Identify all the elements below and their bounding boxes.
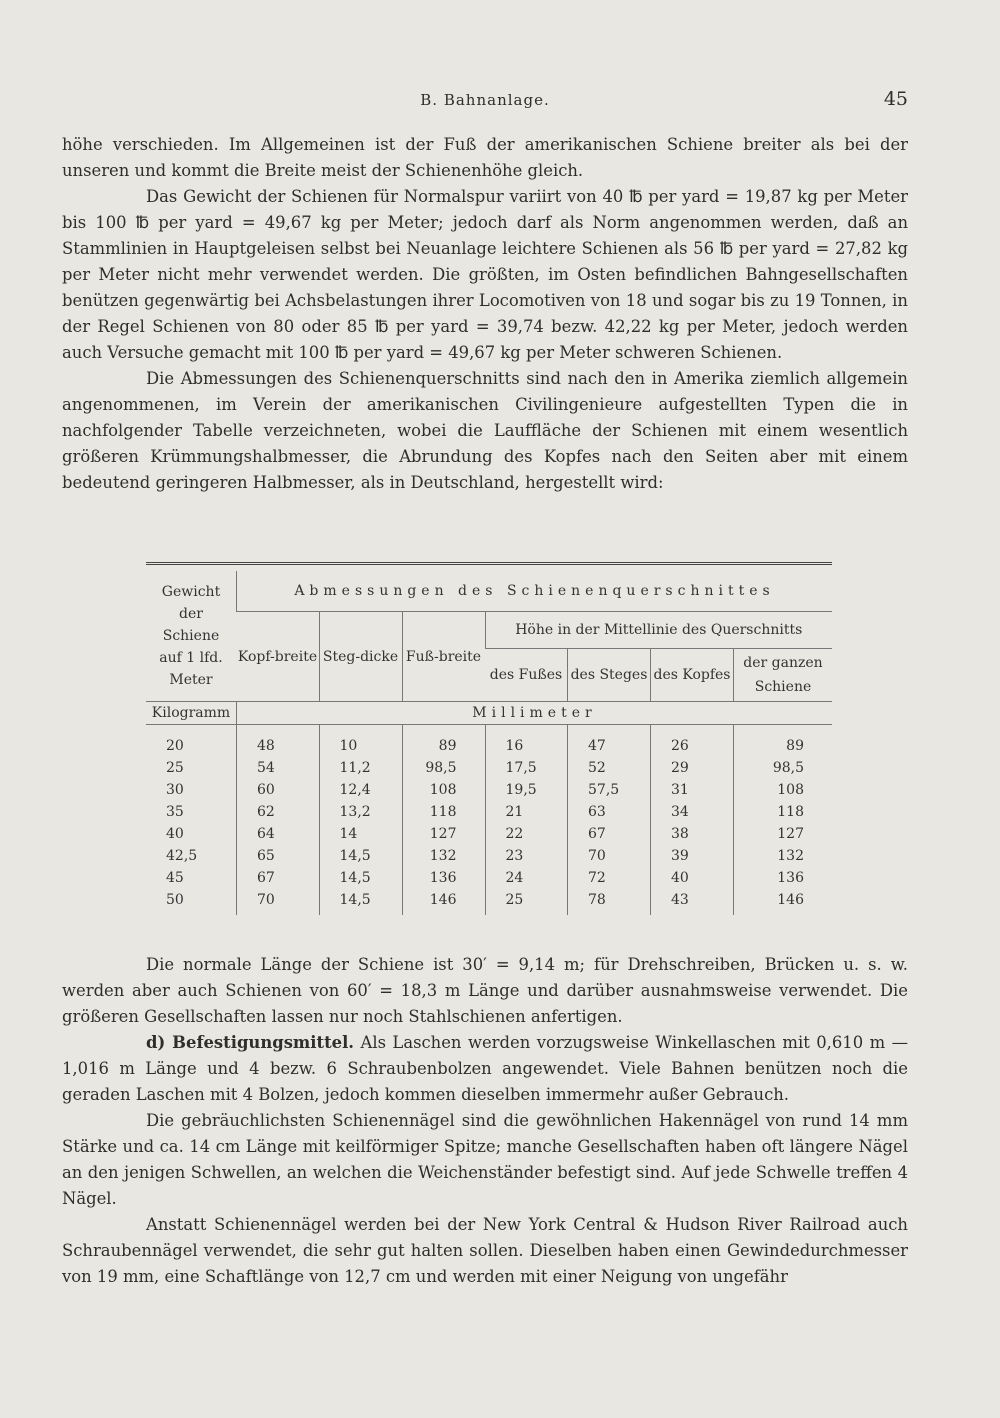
cell-weight: 35: [166, 804, 184, 820]
outro-text: [62, 952, 908, 1290]
head-height-header: des Kopfes: [651, 649, 734, 702]
cell: 60: [237, 779, 320, 801]
cell: 89: [402, 725, 485, 758]
table-top-rule: [146, 562, 832, 571]
table-row: [146, 757, 832, 779]
cell: 146: [402, 889, 485, 915]
cell: 14,5: [319, 867, 402, 889]
cell: 146: [734, 889, 833, 915]
cell: 13,2: [319, 801, 402, 823]
cell: 136: [402, 867, 485, 889]
cell: 54: [237, 757, 320, 779]
cell: 118: [734, 801, 833, 823]
weight-column-header: Gewicht der Schiene auf 1 lfd. Meter: [146, 571, 237, 702]
cell: 25: [485, 889, 568, 915]
cell: 22: [485, 823, 568, 845]
cell: 39: [651, 845, 734, 867]
table-row: [146, 801, 832, 823]
unit-kilogram: Kilogramm: [146, 702, 237, 725]
cell: 16: [485, 725, 568, 758]
cell: 78: [568, 889, 651, 915]
cell: 40: [651, 867, 734, 889]
intro-text: [62, 132, 908, 496]
paragraph: Die gebräuchlichsten Schienennägel sind die gewöhnlichen Hakennägel von rund 14 mm Stärke und ca. 14 cm Länge mit keilförmiger Spitze; manche Gesellschaften haben oft längere Nägel an den jenigen Schwellen, an welchen die Weichenständer befestigt sind. Auf jede Schwelle treffen 4 Nägel.: [62, 1111, 908, 1208]
cell: 98,5: [734, 757, 833, 779]
cell: 26: [651, 725, 734, 758]
cell: 70: [568, 845, 651, 867]
cell: 29: [651, 757, 734, 779]
cell: 67: [568, 823, 651, 845]
foot-width-header: Fuß-breite: [402, 612, 485, 702]
cell-weight: 25: [166, 760, 184, 776]
cell-weight: 45: [166, 870, 184, 886]
paragraph: höhe verschieden. Im Allgemeinen ist der Fuß der amerikanischen Schiene breiter als bei der unseren und kommt die Breite meist der Schienenhöhe gleich.: [62, 135, 908, 180]
cell: 89: [734, 725, 833, 758]
cell: 24: [485, 867, 568, 889]
cell: 65: [237, 845, 320, 867]
cell-weight: 42,5: [166, 848, 198, 864]
cell: 57,5: [568, 779, 651, 801]
cell: 10: [319, 725, 402, 758]
paragraph: Die normale Länge der Schiene ist 30′ = 9,14 m; für Drehschreiben, Brücken u. s. w. werden aber auch Schienen von 60′ = 18,3 m Länge und darüber ausnahmsweise verwendet. Die größeren Gesellschaften lassen nur noch Stahlschienen anfertigen.: [62, 955, 908, 1026]
cell: 127: [734, 823, 833, 845]
cell: 108: [734, 779, 833, 801]
cell: 62: [237, 801, 320, 823]
subsection-heading: d) Befestigungsmittel.: [146, 1033, 355, 1052]
web-thickness-header: Steg-dicke: [319, 612, 402, 702]
cell: 47: [568, 725, 651, 758]
foot-height-header: des Fußes: [485, 649, 568, 702]
table-row: [146, 889, 832, 915]
cell: 132: [734, 845, 833, 867]
cell: 98,5: [402, 757, 485, 779]
rail-dimensions-table: [146, 562, 832, 915]
unit-millimeter: Millimeter: [237, 702, 833, 725]
cell: 12,4: [319, 779, 402, 801]
cell: 63: [568, 801, 651, 823]
cell: 21: [485, 801, 568, 823]
cell: 70: [237, 889, 320, 915]
page-number: 45: [883, 88, 908, 110]
paragraph-body: Als Laschen werden vorzugsweise Winkellaschen mit 0,610 m — 1,016 m Länge und 4 bezw. 6 Schraubenbolzen angewendet. Viele Bahnen benützen noch die geraden Laschen mit 4 Bolzen, jedoch kommen dieselben immermehr außer Gebrauch.: [62, 1033, 909, 1104]
cell: 31: [651, 779, 734, 801]
table-row: [146, 725, 832, 758]
paragraph: [62, 1030, 908, 1108]
dimensions-group-header: Abmessungen des Schienenquerschnittes: [237, 571, 833, 612]
cell-weight: 20: [166, 738, 184, 754]
paragraph: Die Abmessungen des Schienenquerschnitts sind nach den in Amerika ziemlich allgemein angenommenen, im Verein der amerikanischen Civilingenieure aufgestellten Typen die in nachfolgender Tabelle verzeichneten, wobei die Lauffläche der Schienen mit einem wesentlich größeren Krümmungshalbmesser, die Abrundung des Kopfes nach den Seiten aber mit einem bedeutend geringeren Halbmesser, als in Deutschland, hergestellt wird:: [62, 369, 908, 492]
cell: 64: [237, 823, 320, 845]
cell: 14: [319, 823, 402, 845]
paragraph: Das Gewicht der Schienen für Normalspur variirt von 40 ℔ per yard = 19,87 kg per Meter bis 100 ℔ per yard = 49,67 kg per Meter; jedoch darf als Norm angenommen werden, daß an Stammlinien in Hauptgeleisen selbst bei Neuanlage leichtere Schienen als 56 ℔ per yard = 27,82 kg per Meter nicht mehr verwendet werden. Die größten, im Osten befindlichen Bahngesellschaften benützen gegenwärtig bei Achsbelastungen ihrer Locomotiven von 18 und sogar bis zu 19 Tonnen, in der Regel Schienen von 80 oder 85 ℔ per yard = 39,74 bezw. 42,22 kg per Meter, jedoch werden auch Versuche gemacht mit 100 ℔ per yard = 49,67 kg per Meter schweren Schienen.: [62, 187, 908, 362]
cell: 136: [734, 867, 833, 889]
cell: 19,5: [485, 779, 568, 801]
cell-weight: 50: [166, 892, 184, 908]
cell: 72: [568, 867, 651, 889]
cell: 67: [237, 867, 320, 889]
cell: 43: [651, 889, 734, 915]
cell: 108: [402, 779, 485, 801]
cell: 17,5: [485, 757, 568, 779]
section-title: B. Bahnanlage.: [420, 91, 550, 109]
web-height-header: des Steges: [568, 649, 651, 702]
total-height-header: der ganzen Schiene: [734, 649, 833, 702]
running-header: [62, 88, 908, 114]
cell: 34: [651, 801, 734, 823]
table-row: [146, 867, 832, 889]
paragraph: Anstatt Schienennägel werden bei der New York Central & Hudson River Railroad auch Schraubennägel verwendet, die sehr gut halten sollen. Dieselben haben einen Gewindedurchmesser von 19 mm, eine Schaftlänge von 12,7 cm und werden mit einer Neigung von ungefähr: [62, 1215, 908, 1286]
cell: 38: [651, 823, 734, 845]
cell: 127: [402, 823, 485, 845]
height-group-header: Höhe in der Mittellinie des Querschnitts: [485, 612, 832, 649]
cell: 48: [237, 725, 320, 758]
cell-weight: 30: [166, 782, 184, 798]
cell: 14,5: [319, 889, 402, 915]
table-row: [146, 823, 832, 845]
table-row: [146, 779, 832, 801]
cell: 118: [402, 801, 485, 823]
head-width-header: Kopf-breite: [237, 612, 320, 702]
cell: 52: [568, 757, 651, 779]
table-row: [146, 845, 832, 867]
cell-weight: 40: [166, 826, 184, 842]
cell: 11,2: [319, 757, 402, 779]
cell: 23: [485, 845, 568, 867]
cell: 14,5: [319, 845, 402, 867]
cell: 132: [402, 845, 485, 867]
